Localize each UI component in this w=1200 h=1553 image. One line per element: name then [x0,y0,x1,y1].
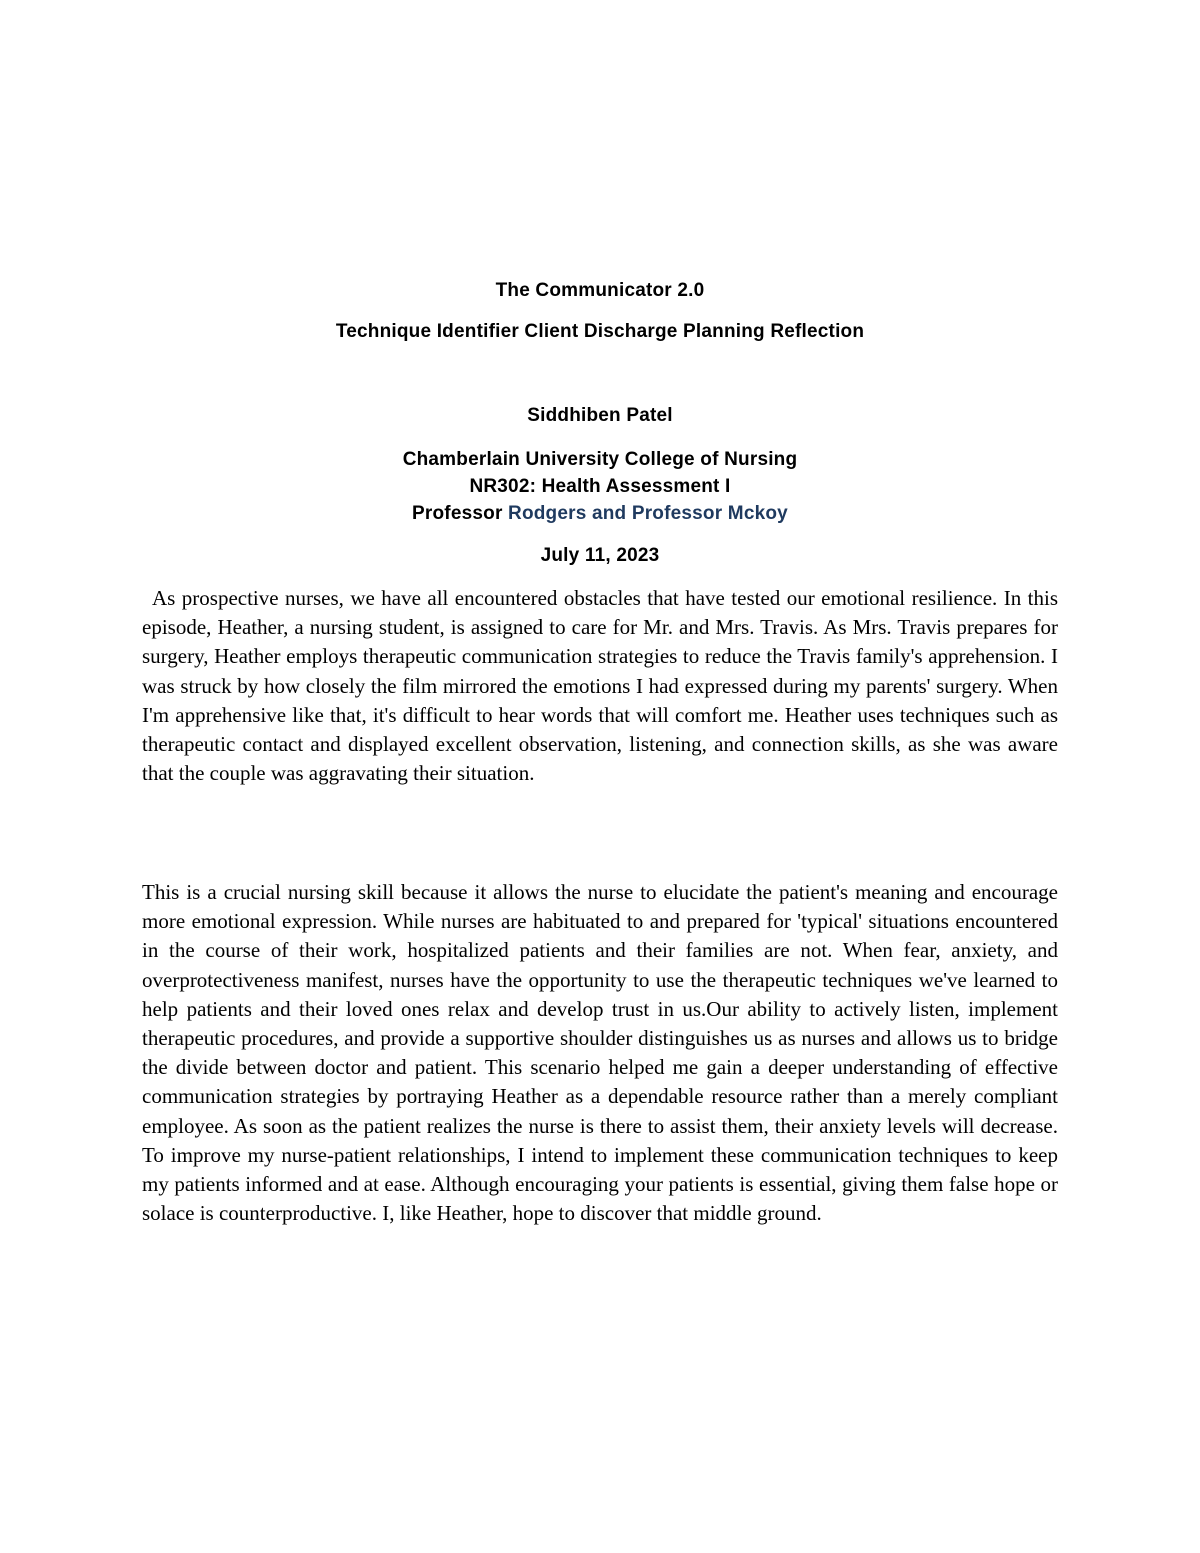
author-name: Siddhiben Patel [527,405,673,426]
professor-rest: Rodgers and Professor Mckoy [502,503,788,524]
body-paragraph-1: As prospective nurses, we have all encountered obstacles that have tested our emotional resilience. In this episode, Heather, a nursing student, is assigned to care for Mr. and Mrs. Travis. As Mrs. Travis prepares for surgery, Heather employs therapeutic communication strategies to reduce the Travis family's apprehension. I was struck by how closely the film mirrored the emotions I had expressed during my parents' surgery. When I'm apprehensive like that, it's difficult to hear words that will comfort me. Heather uses techniques such as therapeutic contact and displayed excellent observation, listening, and connection skills, as she was aware that the couple was aggravating their situation. [142,586,1058,786]
professor-names [0,502,1200,526]
body-paragraph-2: This is a crucial nursing skill because it allows the nurse to elucidate the patient's meaning and encourage more emotional expression. While nurses are habituated to and prepared for 'typical' situations encountered in the course of their work, hospitalized patients and their families are not. When fear, anxiety, and overprotectiveness manifest, nurses have the opportunity to use the therapeutic techniques we've learned to help patients and their loved ones relax and develop trust in us.Our ability to actively listen, implement therapeutic procedures, and provide a supportive shoulder distinguishes us as nurses and allows us to bridge the divide between doctor and patient. This scenario helped me gain a deeper understanding of effective communication strategies by portraying Heather as a dependable resource rather than a merely compliant employee. As soon as the patient realizes the nurse is there to assist them, their anxiety levels will decrease. To improve my nurse-patient relationships, I intend to implement these communication techniques to keep my patients informed and at ease. Although encouraging your patients is essential, giving them false hope or solace is counterproductive. I, like Heather, hope to discover that middle ground. [142,880,1058,1226]
document-subtitle: Technique Identifier Client Discharge Planning Reflection [335,321,865,342]
course-name: NR302: Health Assessment I [469,476,731,497]
professor-prefix: Professor [412,503,503,524]
document-date: July 11, 2023 [540,545,660,566]
document-title: The Communicator 2.0 [495,280,705,301]
institution-name: Chamberlain University College of Nursing [402,449,798,470]
